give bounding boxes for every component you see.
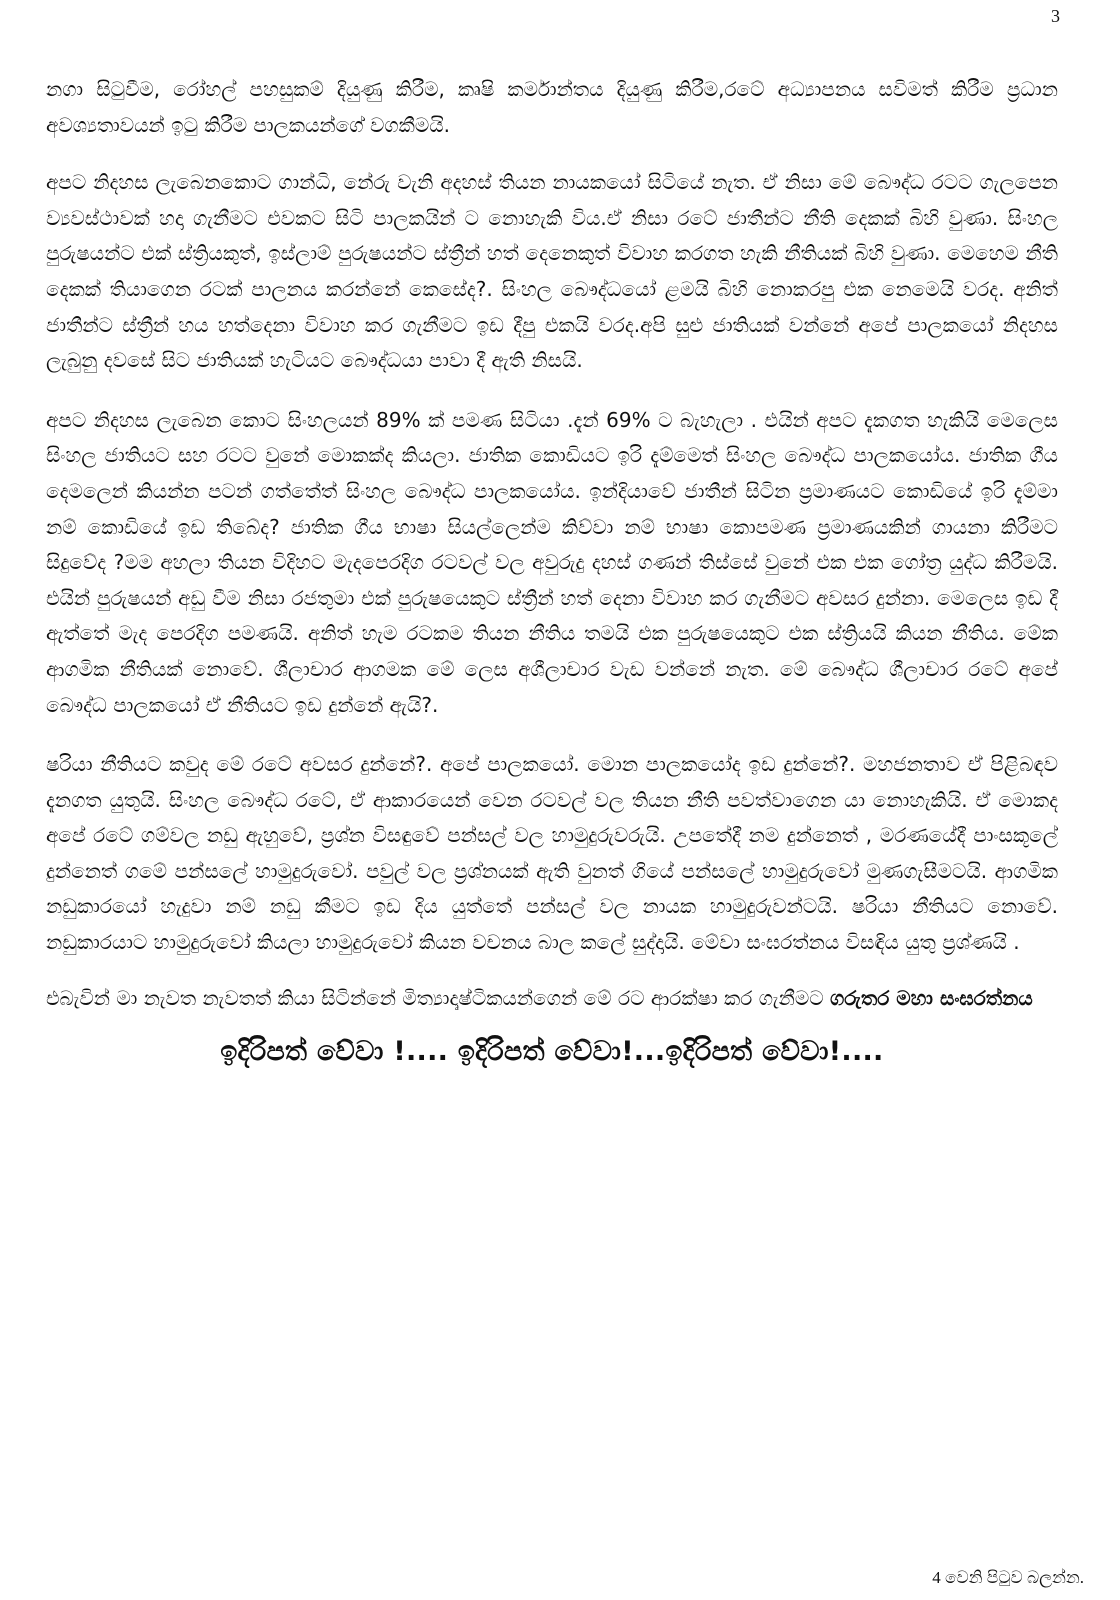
page-number: 3 — [1051, 6, 1060, 26]
footer-next-page-note: 4 වෙනි පිටුව බලන්න. — [932, 1568, 1084, 1587]
document-body — [46, 72, 1058, 1068]
closing-paragraph — [46, 981, 1058, 1017]
closing-bold-text: ගරුතර මහා සංඝරත්නය — [829, 985, 1033, 1010]
closing-text: එබැවින් මා නැවත නැවතත් කියා සිටින්නේ මිත්‍යාදෘෂ්ටිකයන්ගෙන් මේ රට ආරක්ෂා කර ගැනීමට — [46, 985, 824, 1010]
slogan: ඉදිරිපත් වේවා !.... ඉදිරිපත් වේවා!...ඉදිරිපත් වේවා!.... — [220, 1036, 884, 1068]
paragraph-4: ෂරියා නීතියට කවුද මේ රටේ අවසර දුන්නේ?. අපේ පාලකයෝ. මොන පාලකයෝද ඉඩ දුන්නේ?. මහජනතාව ඒ පිළිබඳව දැනගත යුතුයි. සිංහල බෞද්ධ රටේ, ඒ ආකාරයෙන් වෙන රටවල් වල තියන නීති පවත්වාගෙන යා නොහැකියි. ඒ මොකද අපේ රටේ ගම්වල නඩු ඇහුවේ, ප්‍රශ්න විසඳුවේ පන්සල් වල හාමුදුරුවරුයි. උපතේදී නම දුන්නෙත් , මරණයේදී පාංසකූලේ දුන්නෙත් ගමේ පන්සලේ හාමුදුරුවෝ. පවුල් වල ප්‍රශ්නයක් ඇති වුනත් ගියේ පන්සලේ හාමුදුරුවෝ මුණගැසීමටයි. ආගමික නඩුකාරයෝ හැදුවා නම් නඩු කීමට ඉඩ දිය යුත්තේ පන්සල් වල නායක හාමුදුරුවන්ටයි. ෂරියා නීතියට නොවේ. නඩුකාරයාට හාමුදුරුවෝ කියලා හාමුදුරුවෝ කියන වචනය බාල කලේ සුද්දායි. මේවා සංඝරත්නය විසඳිය යුතු ප්‍රශ්ණයි . — [46, 752, 1058, 955]
paragraph-3: අපට නිදහස ලැබෙන කොට සිංහලයන් 89% ක් පමණ සිටියා .දැන් 69% ට බැහැලා . එයින් අපට දැකගත හැකියි මෙලෙස සිංහල ජාතියට සහ රටට වුනේ මොකක්ද කියලා. ජාතික කොඩියට ඉරි දැම්මෙත් සිංහල බෞද්ධ පාලකයෝය. ජාතික ගීය දෙමලෙන් කියන්න පටන් ගත්තේත් සිංහල බෞද්ධ පාලකයෝය. ඉන්දියාවේ ජාතීන් සිටින ප්‍රමාණයට කොඩියේ ඉරි දැම්මා නම් කොඩියේ ඉඩ තිබේද? ජාතික ගීය භාෂා සියල්ලෙන්ම කිව්වා නම් භාෂා කොපමණ ප්‍රමාණයකින් ගායනා කිරීමට සිදුවේද ?මම අහලා තියන විදිහට මැදපෙරදිග රටවල් වල අවුරුදු දහස් ගණන් තිස්සේ වුනේ එක එක ගෝත්‍ර යුද්ධ කිරීමයි. එයින් පුරුෂයන් අඩු වීම නිසා රජතුමා එක් පුරුෂයෙකුට ස්ත්‍රීන් හත් දෙනා විවාහ කර ගැනීමට අවසර දුන්නා. මෙලෙස ඉඩ දී ඇත්තේ මැද පෙරදිග පමණයි. අනිත් හැම රටකම තියන නීතිය තමයි එක පුරුෂයෙකුට එක ස්ත්‍රියයි කියන නීතිය. මේක ආගමික නීතියක් නොවේ. ශීලාචාර ආගමක මේ ලෙස අශීලාචාර වැඩ වන්නේ නැත. මේ බෞද්ධ ශීලාචාර රටේ අපේ බෞද්ධ පාලකයෝ ඒ නීතියට ඉඩ දුන්නේ ඇයි?. — [46, 407, 1058, 717]
paragraph-2: අපට නිදහස ලැබෙනකොට ගාන්ධි, නේරු වැනි අදහස් තියන නායකයෝ සිටියේ නැත. ඒ නිසා මේ බෞද්ධ රටට ගැලපෙන ව්‍යවස්ථාවක් හදා ගැනීමට එවකට සිටි පාලකයින් ට නොහැකි විය.ඒ නිසා රටේ ජාතීන්ට නීති දෙකක් බිහි වුණා. සිංහල පුරුෂයන්ට එක් ස්ත්‍රියකුත්, ඉස්ලාම් පුරුෂයන්ට ස්ත්‍රීන් හත් දෙනෙකුත් විවාහ කරගත හැකි නීතියක් බිහි වුණා. මෙහෙම නීති දෙකක් තියාගෙන රටක් පාලනය කරන්නේ කෙසේද?. සිංහල බෞද්ධයෝ ළමයි බිහි නොකරපු එක නෙමෙයි වරද. අනිත් ජාතීන්ට ස්ත්‍රීන් හය හත්දෙනා විවාහ කර ගැනීමට ඉඩ දීපු එකයි වරද.අපි සුළු ජාතියක් වන්නේ අපේ පාලකයෝ නිදහස ලැබුනු දවසේ සිට ජාතියක් හැටියට බෞද්ධයා පාවා දී ඇති නිසයි. — [46, 170, 1058, 373]
paragraph-1: නගා සිටුවීම, රෝහල් පහසුකම් දියුණු කිරීම, කෘෂි කර්මාන්තය දියුණු කිරීම,රටේ අධ්‍යාපනය සවිමත් කිරීම ප්‍රධාන අවශ්‍යතාවයන් ඉටු කිරීම පාලකයන්ගේ වගකීමයි. — [46, 77, 1058, 137]
